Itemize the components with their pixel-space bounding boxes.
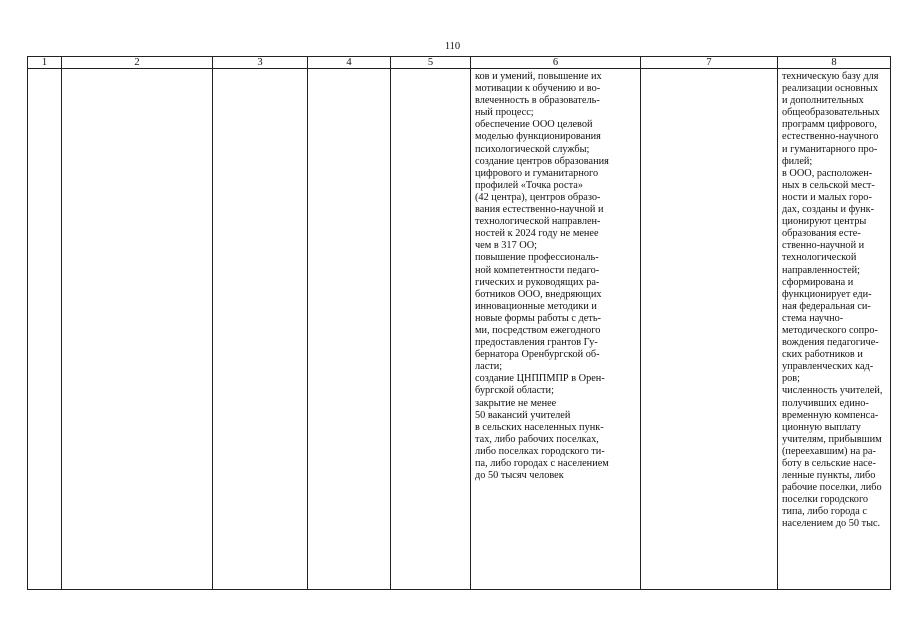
col6-text-line: в сельских населенных пунк- <box>475 421 604 433</box>
col6-text-line: ный процесс; <box>475 107 534 119</box>
col8-text-line: ционную выплату <box>782 421 861 433</box>
col8-text-line: поселки городского <box>782 494 869 506</box>
col8-text-line: техническую базу для <box>782 71 879 82</box>
col8-text-line: временную компенса- <box>782 409 879 421</box>
col6-text-line: гических и руководящих ра- <box>475 276 600 288</box>
col8-text-line: образования есте- <box>782 228 861 240</box>
table-header-row <box>28 57 891 69</box>
col6-text-line: технологической направлен- <box>475 216 601 228</box>
col6-text-line: чем в 317 ОО; <box>475 240 538 252</box>
page-number: 110 <box>444 41 461 52</box>
col8-text-line: и гуманитарного про- <box>782 143 878 155</box>
col8-text-line: ственно-научной и <box>782 240 865 252</box>
col6-text-line: инновационные методики и <box>475 300 597 312</box>
column-header-7: 7 <box>641 57 778 69</box>
col8-text-line: реализации основных <box>782 83 878 95</box>
col8-text-line: учителям, прибывшим <box>782 433 882 445</box>
cell-col-1 <box>28 69 62 590</box>
col6-text-line: новые формы работы с деть- <box>475 312 601 324</box>
table-row <box>28 69 891 590</box>
col8-text-line: ров; <box>782 373 801 385</box>
col6-text-line: бернатора Оренбургской об- <box>475 349 600 361</box>
col8-text-line: в ООО, расположен- <box>782 167 873 179</box>
col6-text-line: создание центров образования <box>475 155 609 167</box>
col6-text-line: ностей к 2024 году не менее <box>475 228 599 240</box>
col8-text-line: ских работников и <box>782 349 863 361</box>
col8-text-line: методического сопро- <box>782 324 878 336</box>
col6-text-line: закрытие не менее <box>475 397 557 409</box>
col6-text-line: либо поселках городского ти- <box>475 445 605 457</box>
col8-text-line: получивших едино- <box>782 397 869 409</box>
col8-text-line: программ цифрового, <box>782 119 877 131</box>
col8-text-line: ная федеральная си- <box>782 300 871 312</box>
cell-col-2 <box>62 69 213 590</box>
col8-text-line: численность учителей, <box>782 385 883 397</box>
col6-text-line: па, либо городах с населением <box>475 458 609 469</box>
col8-text <box>778 69 890 531</box>
col8-text-line: ности и малых горо- <box>782 191 872 203</box>
col6-text-line: обеспечение ООО целевой <box>475 119 593 131</box>
col6-text-line: до 50 тысяч человек <box>475 470 564 482</box>
col8-text-line: дах, созданы и функ- <box>782 204 875 216</box>
col6-text-line: моделью функционирования <box>475 131 601 143</box>
col8-text-line: технологической <box>782 252 857 264</box>
col8-text-line: ных в сельской мест- <box>782 179 875 191</box>
cell-col-7 <box>641 69 778 590</box>
col6-text-line: создание ЦНППМПР в Орен- <box>475 373 605 385</box>
col8-text-line: рабочие поселки, либо <box>782 482 882 494</box>
col6-text-line: вания естественно-научной и <box>475 204 604 216</box>
col6-text-line: 50 вакансий учителей <box>475 409 571 421</box>
col8-text-line: населением до 50 тыс. <box>782 518 881 530</box>
col8-text-line: типа, либо города с <box>782 506 867 518</box>
col6-text-line: ков и умений, повышение их <box>475 71 602 82</box>
cell-col-4 <box>308 69 391 590</box>
column-header-8: 8 <box>778 57 891 69</box>
col8-text-line: общеобразовательных <box>782 107 880 119</box>
column-header-3: 3 <box>213 57 308 69</box>
cell-col-6 <box>471 69 641 590</box>
col8-text-line: функционирует еди- <box>782 288 872 300</box>
col6-text-line: ласти; <box>475 361 503 373</box>
col8-text-line: направленностей; <box>782 264 861 276</box>
column-header-5: 5 <box>391 57 471 69</box>
column-header-4: 4 <box>308 57 391 69</box>
col6-text-line: профилей «Точка роста» <box>475 179 583 191</box>
cell-col-8 <box>778 69 891 590</box>
cell-col-3 <box>213 69 308 590</box>
col8-text-line: филей; <box>782 155 813 167</box>
col6-text-line: мотивации к обучению и во- <box>475 83 601 95</box>
column-header-2: 2 <box>62 57 213 69</box>
col8-text-line: ционируют центры <box>782 216 867 228</box>
col8-text-line: ленные пункты, либо <box>782 470 876 482</box>
col6-text-line: ботников ООО, внедряющих <box>475 288 602 300</box>
col6-text-line: повышение профессиональ- <box>475 252 599 264</box>
col6-text-line: предоставления грантов Гу- <box>475 337 598 349</box>
col6-text <box>471 69 640 482</box>
col6-text-line: тах, либо рабочих поселках, <box>475 433 599 445</box>
column-header-6: 6 <box>471 57 641 69</box>
col6-text-line: цифрового и гуманитарного <box>475 167 599 179</box>
col6-text-line: влеченность в образователь- <box>475 95 600 107</box>
col6-text-line: бургской области; <box>475 385 554 397</box>
cell-col-5 <box>391 69 471 590</box>
col8-text-line: (переехавшим) на ра- <box>782 445 876 457</box>
document-table <box>27 56 891 590</box>
column-header-1: 1 <box>28 57 62 69</box>
col6-text-line: ми, посредством ежегодного <box>475 324 601 336</box>
col8-text-line: естественно-научного <box>782 131 879 143</box>
col8-text-line: стема научно- <box>782 312 844 324</box>
col8-text-line: боту в сельские насе- <box>782 458 876 469</box>
col8-text-line: управленческих кад- <box>782 361 874 373</box>
col8-text-line: и дополнительных <box>782 95 864 107</box>
col6-text-line: (42 центра), центров образо- <box>475 191 601 203</box>
col6-text-line: ной компетентности педаго- <box>475 264 600 276</box>
col8-text-line: вождения педагогиче- <box>782 337 879 349</box>
col8-text-line: сформирована и <box>782 276 854 288</box>
col6-text-line: психологической службы; <box>475 143 590 155</box>
